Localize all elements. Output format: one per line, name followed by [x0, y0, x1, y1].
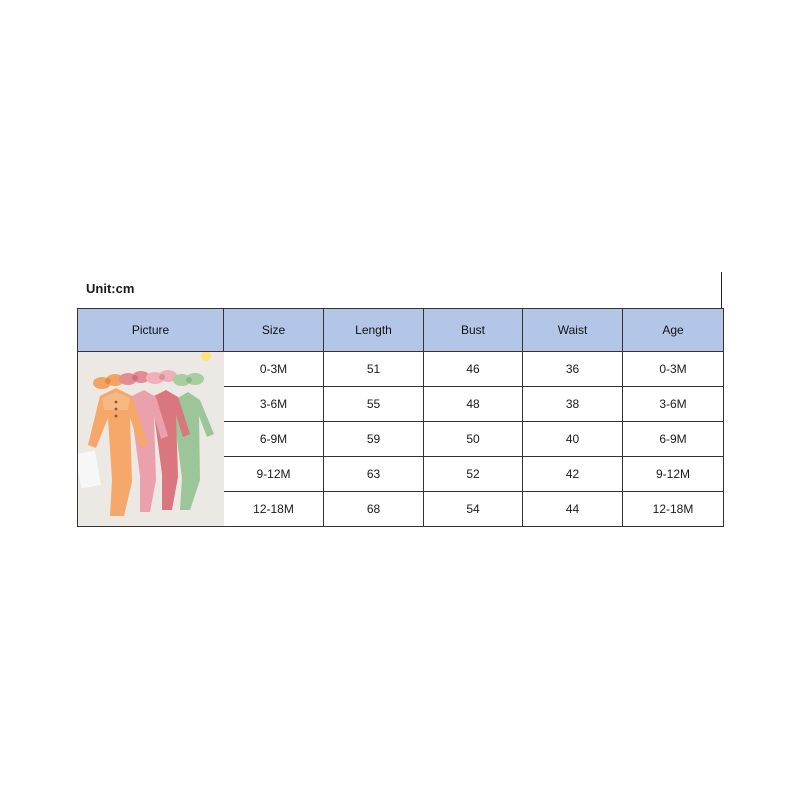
header-age: Age	[623, 309, 724, 352]
product-photo	[78, 352, 224, 526]
cell-bust: 52	[424, 457, 523, 492]
cell-age: 3-6M	[623, 387, 724, 422]
cell-age: 0-3M	[623, 352, 724, 387]
cell-bust: 54	[424, 492, 523, 527]
header-length: Length	[324, 309, 424, 352]
unit-label: Unit:cm	[86, 281, 135, 296]
headband-green-icon	[173, 373, 204, 386]
cell-waist: 42	[523, 457, 623, 492]
cell-size: 3-6M	[224, 387, 324, 422]
cell-waist: 40	[523, 422, 623, 457]
unit-row	[77, 272, 722, 308]
table-row	[78, 352, 724, 387]
cell-length: 55	[324, 387, 424, 422]
cell-length: 68	[324, 492, 424, 527]
cell-age: 6-9M	[623, 422, 724, 457]
cell-bust: 46	[424, 352, 523, 387]
header-picture: Picture	[78, 309, 224, 352]
header-row	[78, 309, 724, 352]
cell-size: 12-18M	[224, 492, 324, 527]
cell-length: 51	[324, 352, 424, 387]
header-waist: Waist	[523, 309, 623, 352]
rompers-illustration	[78, 352, 224, 526]
cell-size: 9-12M	[224, 457, 324, 492]
header-size: Size	[224, 309, 324, 352]
size-chart	[77, 272, 723, 528]
cell-size: 0-3M	[224, 352, 324, 387]
product-picture-cell	[78, 352, 224, 527]
cell-size: 6-9M	[224, 422, 324, 457]
cell-bust: 48	[424, 387, 523, 422]
cell-waist: 38	[523, 387, 623, 422]
cell-age: 9-12M	[623, 457, 724, 492]
cell-length: 59	[324, 422, 424, 457]
cell-waist: 36	[523, 352, 623, 387]
size-table	[77, 308, 724, 527]
cell-waist: 44	[523, 492, 623, 527]
cell-age: 12-18M	[623, 492, 724, 527]
cell-bust: 50	[424, 422, 523, 457]
cell-length: 63	[324, 457, 424, 492]
header-bust: Bust	[424, 309, 523, 352]
